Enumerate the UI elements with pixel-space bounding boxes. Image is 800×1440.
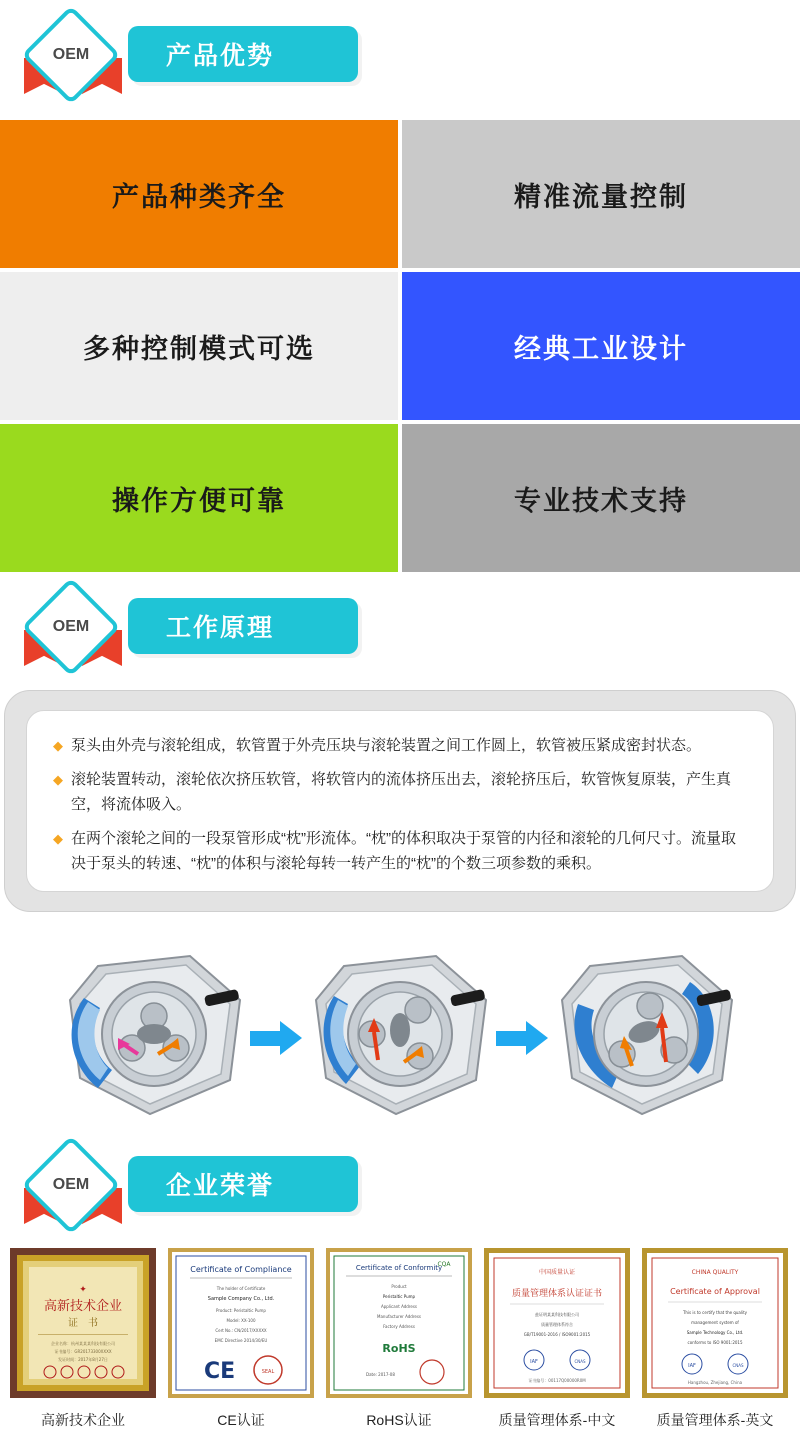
svg-text:CHINA QUALITY: CHINA QUALITY [691,1269,739,1276]
working-principle-diagram [0,930,800,1145]
svg-text:证书编号：GR20173300XXXX: 证书编号：GR20173300XXXX [54,1349,112,1354]
honor-item[interactable] [326,1248,472,1430]
svg-text:质量管理体系认证证书: 质量管理体系认证证书 [511,1289,603,1299]
honor-image-rohs[interactable] [326,1248,472,1398]
svg-text:GB/T19001-2016 / ISO9001:2015: GB/T19001-2016 / ISO9001:2015 [523,1332,591,1337]
advantage-cell [0,272,398,420]
svg-text:Certificate of Approval: Certificate of Approval [670,1287,760,1296]
svg-text:EMC Directive 2014/30/EU: EMC Directive 2014/30/EU [214,1338,268,1343]
principle-text: 滚轮装置转动，滚轮依次挤压软管，将软管内的流体挤压出去，滚轮挤压后，软管恢复原装，产生真空，将流体吸入。 [71,771,732,813]
section-title-advantages: 产品优势 [166,42,275,70]
oem-ribbon-honors [20,1142,130,1224]
principle-panel-inner [26,710,774,892]
advantages-grid [0,120,800,575]
svg-text:conforms to ISO 9001:2015: conforms to ISO 9001:2015 [687,1340,743,1345]
honor-caption: CE认证 [217,1412,265,1428]
svg-text:兹证明某某科技有限公司: 兹证明某某科技有限公司 [535,1312,579,1317]
oem-badge-label: OEM [52,618,90,635]
svg-text:Date: 2017-08: Date: 2017-08 [366,1372,395,1377]
svg-text:IAF: IAF [530,1359,538,1365]
svg-text:CNAS: CNAS [732,1363,744,1368]
svg-text:发证时间：2017年8月27日: 发证时间：2017年8月27日 [58,1357,108,1362]
diamond-bullet-icon: ◆ [53,831,63,846]
oem-badge-label: OEM [52,1176,90,1193]
principle-text: 在两个滚轮之间的一段泵管形成“枕”形流体。“枕”的体积取决于泵管的内径和滚轮的几何尺寸。流量取决于泵头的转速、“枕”的体积与滚轮每转一转产生的“枕”的个数三项参数的乘积。 [71,830,736,872]
advantage-label: 专业技术支持 [514,485,688,516]
advantage-cell [402,424,800,572]
pump-head-diagram-step-1 [54,938,254,1138]
svg-text:Hangzhou, Zhejiang, China: Hangzhou, Zhejiang, China [687,1380,743,1385]
pump-head-diagram-step-2 [300,938,500,1138]
advantage-cell [402,120,800,268]
svg-text:✦: ✦ [79,1285,87,1295]
svg-text:Cert No.: CN/2017/XXXXX: Cert No.: CN/2017/XXXXX [215,1328,267,1333]
honor-image-iso-en[interactable] [642,1248,788,1398]
honor-image-ce[interactable] [168,1248,314,1398]
svg-text:Certificate of Compliance: Certificate of Compliance [190,1265,292,1274]
svg-text:Product: Product [391,1284,407,1289]
svg-text:证 书: 证 书 [68,1318,98,1329]
svg-text:Factory Address: Factory Address [383,1324,415,1329]
svg-text:CNAS: CNAS [574,1359,586,1364]
svg-text:management system of: management system of [691,1320,739,1325]
right-arrow-icon [250,1018,304,1058]
honor-item[interactable] [168,1248,314,1430]
advantage-cell [0,424,398,572]
svg-text:Peristaltic Pump: Peristaltic Pump [382,1294,416,1299]
honor-item[interactable] [484,1248,630,1430]
svg-text:This is to certify that the qu: This is to certify that the quality [682,1310,748,1315]
honor-caption: 高新技术企业 [41,1412,125,1428]
svg-text:Sample Company Co., Ltd.: Sample Company Co., Ltd. [207,1296,275,1302]
oem-ribbon-advantages [20,12,130,94]
right-arrow-icon [496,1018,550,1058]
honor-item[interactable] [642,1248,788,1430]
advantage-label: 产品种类齐全 [112,181,286,212]
principle-line [53,767,747,817]
honor-caption: 质量管理体系-英文 [656,1412,774,1428]
section-title-bar-principle [128,598,358,654]
pump-head-diagram-step-3 [546,938,746,1138]
principle-panel [4,690,796,912]
section-title-honors: 企业荣誉 [166,1172,275,1200]
svg-text:Manufacturer Address: Manufacturer Address [377,1314,421,1319]
honor-item[interactable] [10,1248,156,1430]
svg-text:Product: Peristaltic Pump: Product: Peristaltic Pump [216,1308,266,1313]
oem-ribbon-principle [20,584,130,666]
principle-line [53,826,747,876]
svg-text:IAF: IAF [688,1363,696,1369]
diamond-bullet-icon: ◆ [53,738,63,753]
oem-badge-label: OEM [52,46,90,63]
svg-text:质量管理体系符合: 质量管理体系符合 [541,1322,573,1327]
svg-text:CE: CE [204,1359,236,1384]
section-title-bar-honors [128,1156,358,1212]
advantage-label: 精准流量控制 [514,181,688,212]
honor-image-plaque[interactable] [10,1248,156,1398]
svg-text:CQA: CQA [437,1261,451,1268]
section-title-bar-advantages [128,26,358,82]
honor-caption: RoHS认证 [366,1412,432,1428]
svg-text:SEAL: SEAL [261,1369,275,1375]
svg-text:高新技术企业: 高新技术企业 [43,1299,123,1314]
diamond-bullet-icon: ◆ [53,772,63,787]
advantage-cell [0,120,398,268]
svg-text:Applicant Address: Applicant Address [381,1304,417,1309]
honor-image-iso-cn[interactable] [484,1248,630,1398]
svg-text:企业名称：杭州某某某科技有限公司: 企业名称：杭州某某某科技有限公司 [51,1341,115,1346]
svg-text:The holder of Certificate: The holder of Certificate [216,1286,266,1291]
section-title-principle: 工作原理 [166,614,275,642]
svg-text:Model: XX-100: Model: XX-100 [226,1318,256,1323]
principle-line [53,733,747,758]
principle-text: 泵头由外壳与滚轮组成，软管置于外壳压块与滚轮装置之间工作圆上，软管被压紧成密封状态。 [71,737,702,754]
honor-caption: 质量管理体系-中文 [498,1412,616,1428]
svg-text:证书编号：00117Q00000R0M: 证书编号：00117Q00000R0M [528,1378,586,1383]
svg-text:RoHS: RoHS [382,1342,416,1355]
advantage-label: 多种控制模式可选 [83,333,315,364]
svg-text:Certificate of Conformity: Certificate of Conformity [355,1264,443,1272]
svg-text:Sample Technology Co., Ltd.: Sample Technology Co., Ltd. [686,1330,744,1335]
advantage-label: 经典工业设计 [514,333,688,364]
advantage-cell [402,272,800,420]
svg-text:中国质量认证: 中国质量认证 [538,1269,576,1276]
honors-gallery [10,1248,790,1430]
advantage-label: 操作方便可靠 [112,485,286,516]
